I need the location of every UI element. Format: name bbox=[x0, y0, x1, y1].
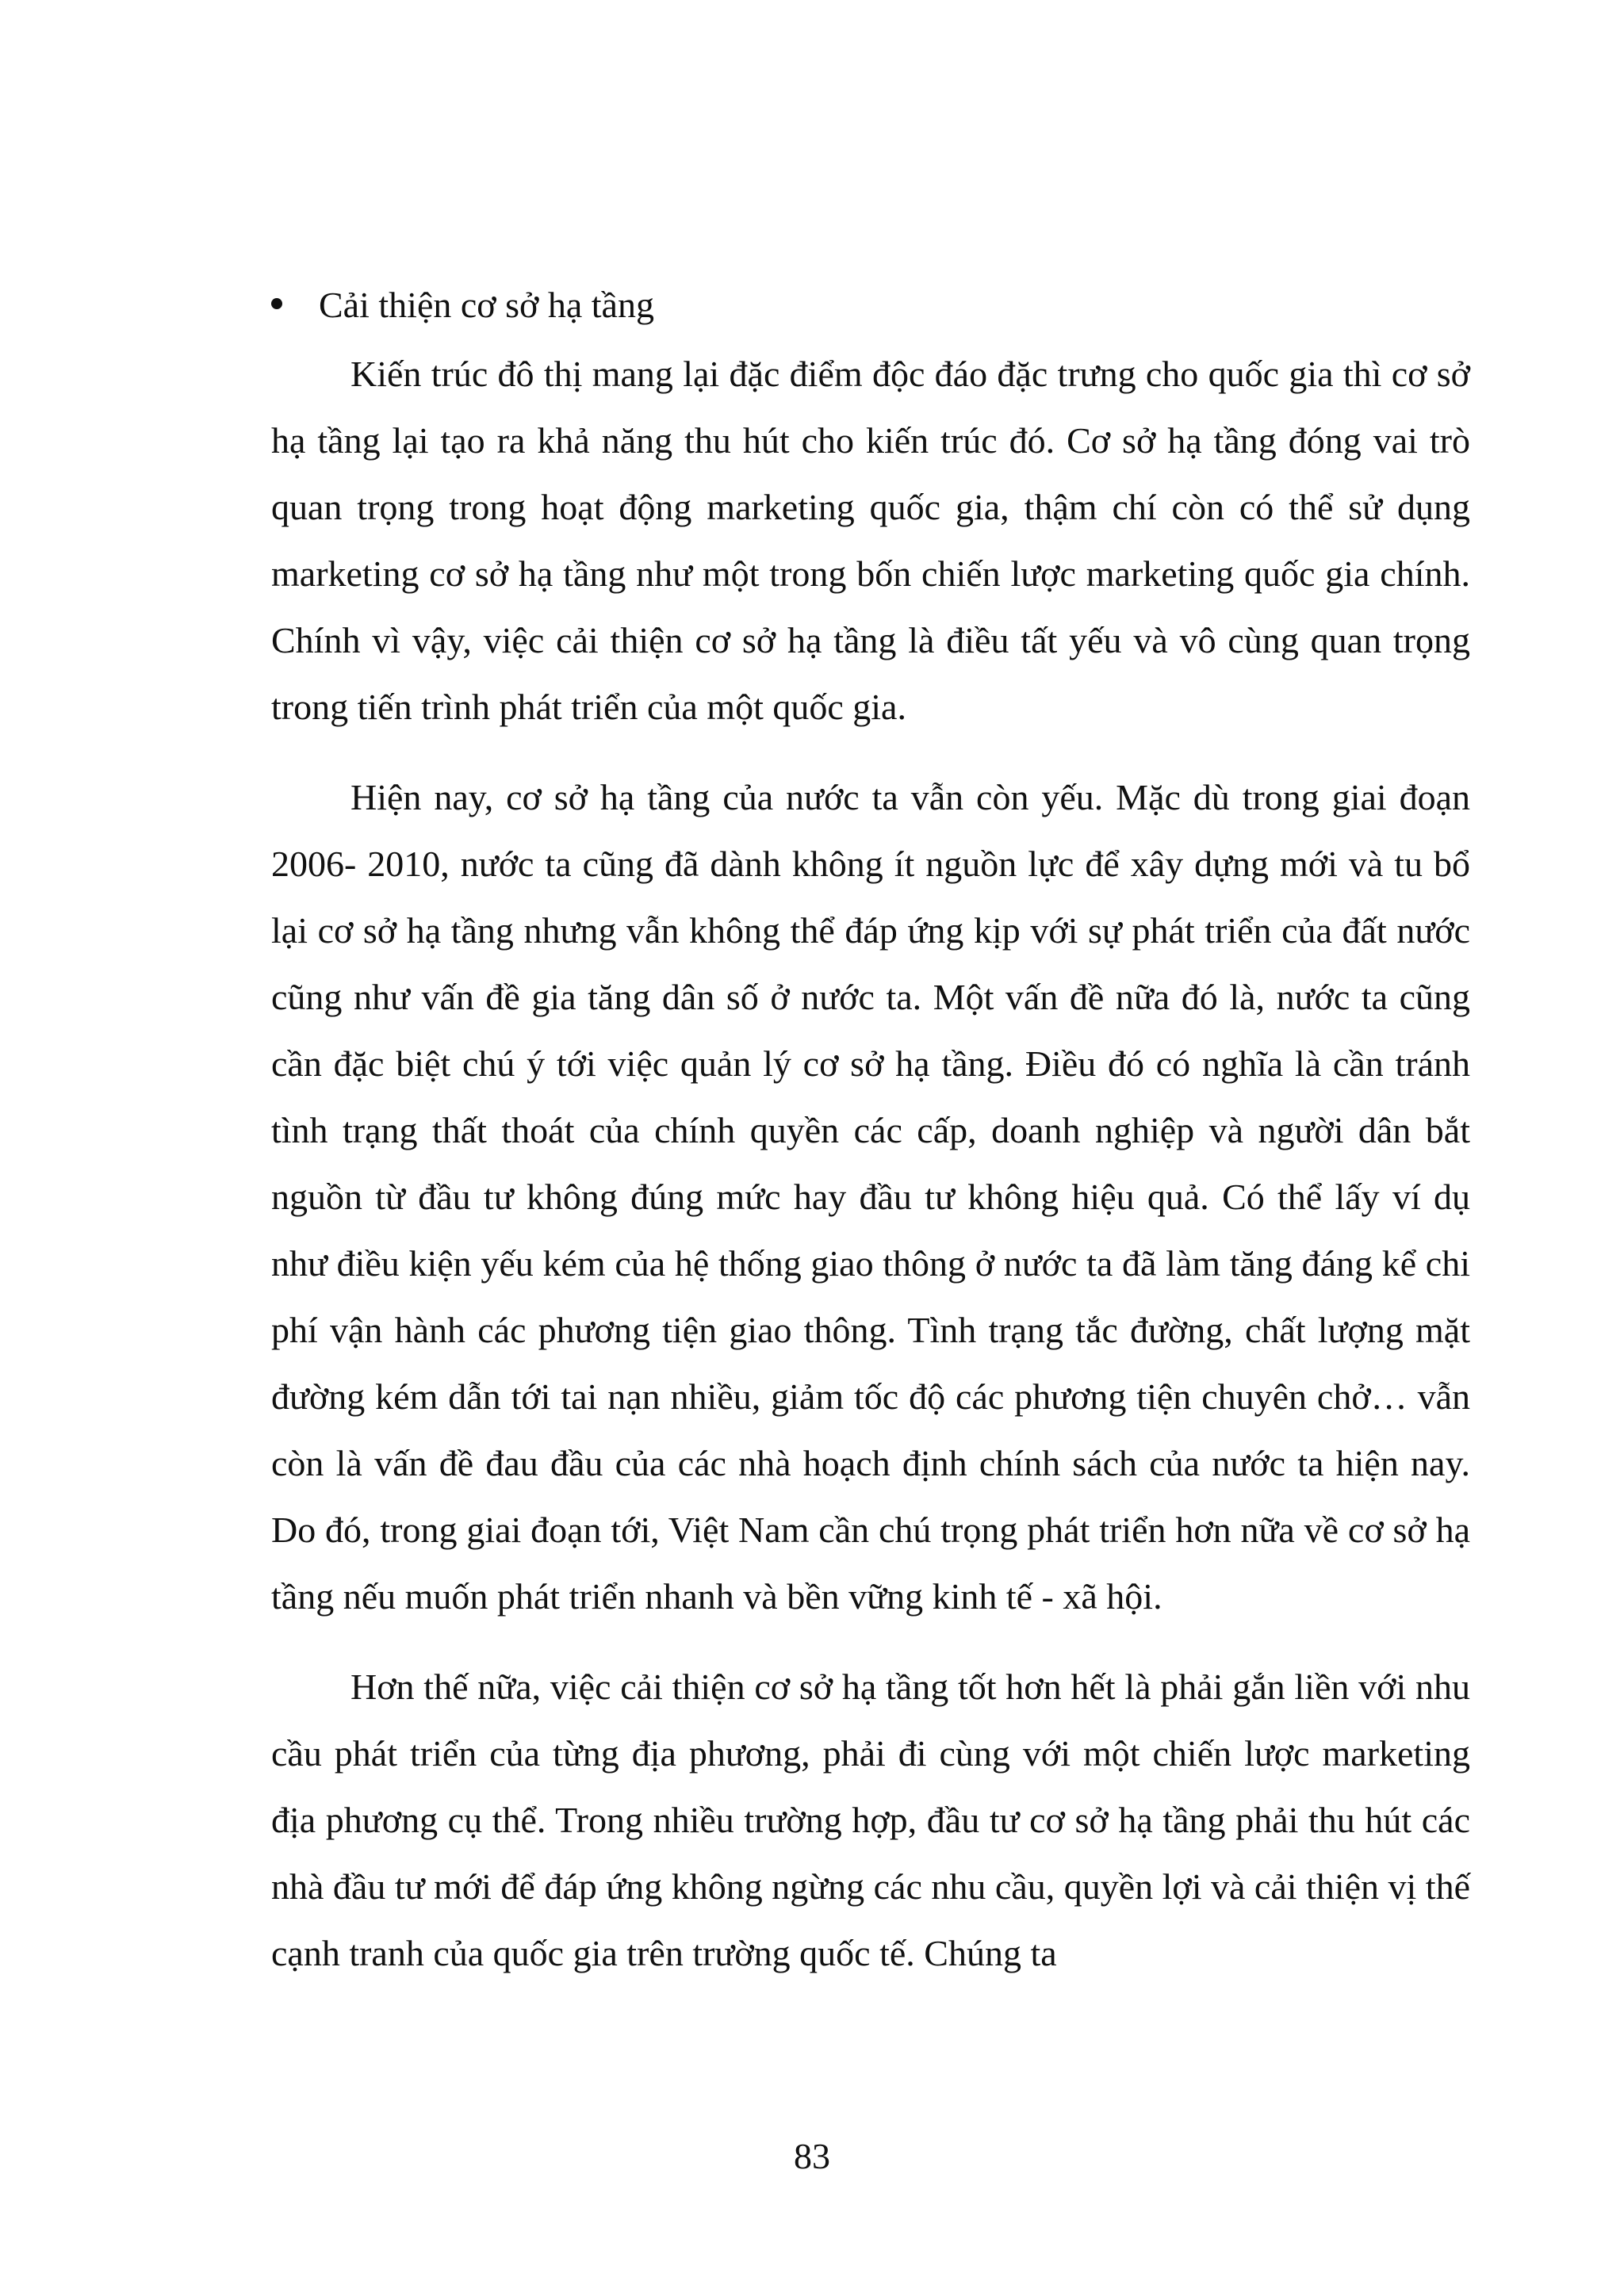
paragraph-2: Hiện nay, cơ sở hạ tầng của nước ta vẫn còn yếu. Mặc dù trong giai đoạn 2006- 2010, nước ta cũng đã dành không ít nguồn lực để xây dựng mới và tu bổ lại cơ sở hạ tầng nhưng vẫn không thể đáp ứng kịp với sự phát triển của đất nước cũng như vấn đề gia tăng dân số ở nước ta. Một vấn đề nữa đó là, nước ta cũng cần đặc biệt chú ý tới việc quản lý cơ sở hạ tầng. Điều đó có nghĩa là cần tránh tình trạng thất thoát của chính quyền các cấp, doanh nghiệp và người dân bắt nguồn từ đầu tư không đúng mức hay đầu tư không hiệu quả. Có thể lấy ví dụ như điều kiện yếu kém của hệ thống giao thông ở nước ta đã làm tăng đáng kể chi phí vận hành các phương tiện giao thông. Tình trạng tắc đường, chất lượng mặt đường kém dẫn tới tai nạn nhiều, giảm tốc độ các phương tiện chuyên chở… vẫn còn là vấn đề đau đầu của các nhà hoạch định chính sách của nước ta hiện nay. Do đó, trong giai đoạn tới, Việt Nam cần chú trọng phát triển hơn nữa về cơ sở hạ tầng nếu muốn phát triển nhanh và bền vững kinh tế - xã hội. bbox=[271, 777, 1470, 1617]
paragraph-3: Hơn thế nữa, việc cải thiện cơ sở hạ tầng tốt hơn hết là phải gắn liền với nhu cầu phát triển của từng địa phương, phải đi cùng với một chiến lược marketing địa phương cụ thể. Trong nhiều trường hợp, đầu tư cơ sở hạ tầng phải thu hút các nhà đầu tư mới để đáp ứng không ngừng các nhu cầu, quyền lợi và cải thiện vị thế cạnh tranh của quốc gia trên trường quốc tế. Chúng ta bbox=[271, 1667, 1471, 1973]
section-heading-text: Cải thiện cơ sở hạ tầng bbox=[319, 285, 654, 325]
page-content bbox=[271, 270, 1470, 1987]
bullet-dot-icon bbox=[271, 298, 282, 309]
page-number: 83 bbox=[794, 2136, 830, 2176]
paragraph-1: Kiến trúc đô thị mang lại đặc điểm độc đáo đặc trưng cho quốc gia thì cơ sở hạ tầng lại tạo ra khả năng thu hút cho kiến trúc đó. Cơ sở hạ tầng đóng vai trò quan trọng trong hoạt động marketing quốc gia, thậm chí còn có thể sử dụng marketing cơ sở hạ tầng như một trong bốn chiến lược marketing quốc gia chính. Chính vì vậy, việc cải thiện cơ sở hạ tầng là điều tất yếu và vô cùng quan trọng trong tiến trình phát triển của một quốc gia. bbox=[271, 354, 1470, 727]
section-heading-bullet bbox=[271, 270, 1470, 341]
